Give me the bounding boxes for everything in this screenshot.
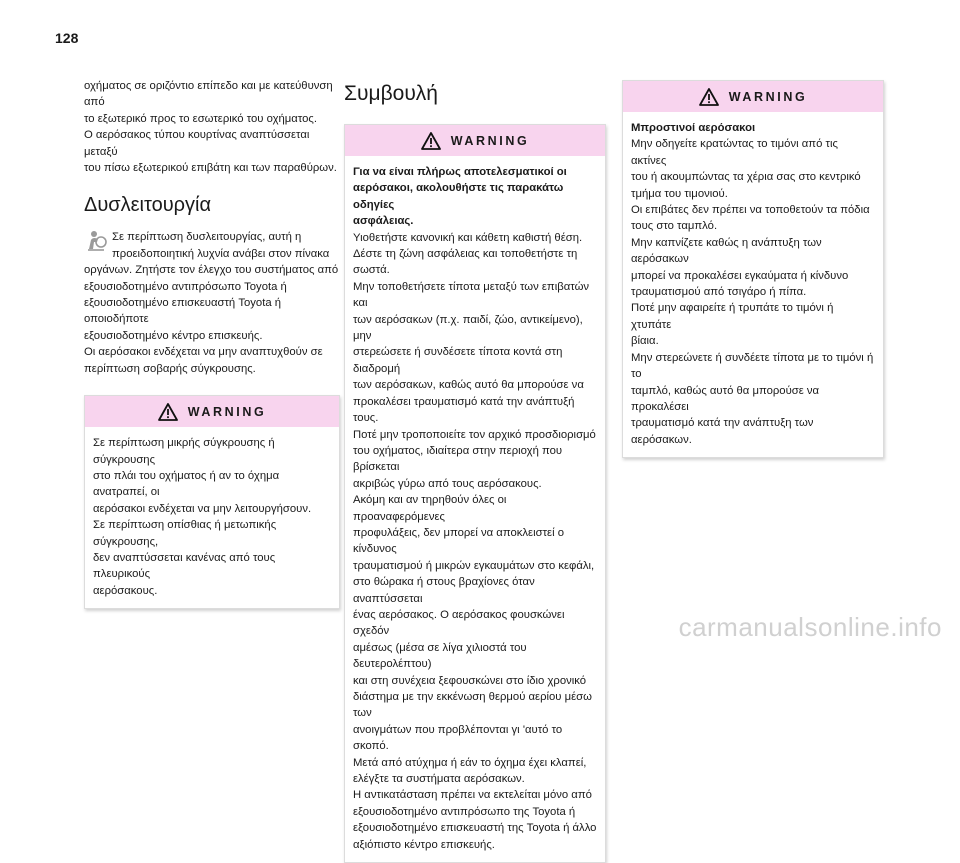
text-line: των αερόσακων (π.χ. παιδί, ζώο, αντικείμενο), μην xyxy=(353,313,583,343)
text-line: Σε περίπτωση οπίσθιας ή μετωπικής σύγκρουσης, xyxy=(93,519,277,548)
warning-triangle-icon xyxy=(699,88,719,106)
warning-body xyxy=(623,112,883,457)
malfunction-paragraph xyxy=(84,262,340,377)
bold-line: Μπροστινοί αερόσακοι xyxy=(631,122,756,134)
text-line: προφυλάξεις, δεν μπορεί να αποκλειστεί ο κίνδυνος xyxy=(353,526,565,556)
text-line: προκαλέσει τραυματισμό κατά την ανάπτυξή τους. xyxy=(353,395,575,425)
text-line: ελέγξτε τα συστήματα αερόσακων. xyxy=(353,773,525,786)
text-line: εξουσιοδοτημένο αντιπρόσωπο Toyota ή xyxy=(84,280,287,293)
text-line: διάστημα με την εκκένωση θερμού αερίου μέσω των xyxy=(353,691,592,720)
text-line: Οι αερόσακοι ενδέχεται να μην αναπτυχθούν σε xyxy=(84,346,323,359)
text-line: εξουσιοδοτημένο επισκευαστή Toyota ή οποιοδήποτε xyxy=(84,297,282,326)
text-line: αμέσως (μέσα σε λίγα χιλιοστά του δευτερολέπτου) xyxy=(353,641,527,671)
warning-box-middle xyxy=(344,124,606,863)
text-line: περίπτωση σοβαρής σύγκρουσης. xyxy=(84,362,256,375)
text-line: Ποτέ μην τροποποιείτε τον αρχικό προσδιορισμό xyxy=(353,428,596,441)
text-line: του πίσω εξωτερικού επιβάτη και των παραθύρων. xyxy=(84,162,337,175)
warning-header xyxy=(85,396,339,427)
text-line: Ακόμη και αν τηρηθούν όλες οι προαναφερόμενες xyxy=(353,494,507,523)
text-line: αερόσακοι ενδέχεται να μην λειτουργήσουν. xyxy=(93,502,312,515)
text-line: ακριβώς γύρω από τους αερόσακους. xyxy=(353,477,542,490)
text-line: στο θώρακα ή στους βραχίονες όταν αναπτύσσεται xyxy=(353,576,535,605)
advice-heading: Συμβουλή xyxy=(344,82,438,105)
text-line: ταμπλό, καθώς αυτό θα μπορούσε να προκαλέσει xyxy=(631,384,820,413)
warning-title: WARNING xyxy=(187,404,267,419)
page-number: 128 xyxy=(55,30,79,46)
warning-body xyxy=(85,427,339,608)
text-line: Σε περίπτωση μικρής σύγκρουσης ή σύγκρουσης xyxy=(93,437,275,466)
text-line: Ο αερόσακος τύπου κουρτίνας αναπτύσσεται μεταξύ xyxy=(84,129,310,158)
text-line: στο πλάι του οχήματος ή αν το όχημα ανατραπεί, οι xyxy=(93,469,280,499)
warning-lamp-text xyxy=(112,229,329,262)
text-line: βίαια. xyxy=(631,335,659,348)
warning-body xyxy=(345,156,605,862)
text-line: Ποτέ μην αφαιρείτε ή τρυπάτε το τιμόνι ή χτυπάτε xyxy=(631,302,834,331)
text-line: τμήμα του τιμονιού. xyxy=(631,187,728,200)
text-line: τους στο ταμπλό. xyxy=(631,220,718,233)
intro-paragraph xyxy=(84,78,340,176)
malfunction-heading: Δυσλειτουργία xyxy=(84,194,212,217)
text-line: μπορεί να προκαλέσει εγκαύματα ή κίνδυνο xyxy=(631,269,849,282)
text-line: του ή ακουμπώντας τα χέρια σας στο κεντρικό xyxy=(631,171,861,184)
warning-triangle-icon xyxy=(158,403,178,421)
text-line: αξιόπιστο κέντρο επισκευής. xyxy=(353,838,495,851)
text-line: προειδοποιητική λυχνία ανάβει στον πίνακα xyxy=(112,247,330,260)
text-line: ένας αερόσακος. Ο αερόσακος φουσκώνει σχεδόν xyxy=(353,608,565,638)
left-column xyxy=(84,78,340,609)
right-column xyxy=(622,80,884,458)
warning-header xyxy=(345,125,605,156)
text-line: οργάνων. Ζητήστε τον έλεγχο του συστήματος από xyxy=(84,264,339,277)
text-line: σωστά. xyxy=(353,264,390,277)
text-line: και στη συνέχεια ξεφουσκώνει στο ίδιο χρονικό xyxy=(353,674,587,687)
text-line: Μην τοποθετήσετε τίποτα μεταξύ των επιβατών και xyxy=(353,280,590,310)
text-line: εξουσιοδοτημένο επισκευαστή της Toyota ή άλλο xyxy=(353,822,597,835)
warning-header xyxy=(623,81,883,112)
text-line: Μην στερεώνετε ή συνδέετε τίποτα με το τιμόνι ή το xyxy=(631,351,874,381)
middle-column xyxy=(344,82,606,863)
text-line: αερόσακους. xyxy=(93,584,158,597)
text-line: δεν αναπτύσσεται κανένας από τους πλευρικούς xyxy=(93,551,276,581)
text-line: το εξωτερικό προς το εσωτερικό του οχήματος. xyxy=(84,112,317,125)
text-line: εξουσιοδοτημένο κέντρο επισκευής. xyxy=(84,329,263,342)
text-line: Σε περίπτωση δυσλειτουργίας, αυτή η xyxy=(112,231,302,244)
text-line: τραυματισμό κατά την ανάπτυξη των αερόσακων. xyxy=(631,417,814,446)
text-line: τραυματισμού ή μικρών εγκαυμάτων στο κεφάλι, xyxy=(353,559,595,572)
bold-line: ασφάλειας. xyxy=(353,215,414,228)
watermark: carmanualsonline.info xyxy=(678,612,942,642)
text-line: των αερόσακων, καθώς αυτό θα μπορούσε να xyxy=(353,379,584,392)
text-line: τραυματισμού από τσιγάρο ή πίπα. xyxy=(631,286,807,299)
text-line: Μετά από ατύχημα ή εάν το όχημα έχει κλαπεί, xyxy=(353,756,587,769)
warning-box-left xyxy=(84,395,340,609)
text-line: Υιοθετήστε κανονική και κάθετη καθιστή θέση. xyxy=(353,231,583,244)
text-line: Οι επιβάτες δεν πρέπει να τοποθετούν τα πόδια xyxy=(631,204,870,217)
warning-lamp-note xyxy=(84,229,340,262)
text-line: Μην καπνίζετε καθώς η ανάπτυξη των αερόσακων xyxy=(631,236,822,266)
text-line: Μην οδηγείτε κρατώντας το τιμόνι από τις ακτίνες xyxy=(631,138,838,167)
airbag-warning-lamp-icon xyxy=(84,229,112,253)
warning-triangle-icon xyxy=(421,132,441,150)
warning-title: WARNING xyxy=(728,89,808,104)
text-line: εξουσιοδοτημένο αντιπρόσωπο της Toyota ή xyxy=(353,805,576,818)
text-line: οχήματος σε οριζόντιο επίπεδο και με κατεύθυνση από xyxy=(84,80,333,109)
text-line: Δέστε τη ζώνη ασφάλειας και τοποθετήστε τη xyxy=(353,248,578,261)
bold-line: αερόσακοι, ακολουθήστε τις παρακάτω οδηγίες xyxy=(353,182,564,211)
text-line: ανοιγμάτων που προβλέπονται γι 'αυτό το σκοπό. xyxy=(353,723,563,753)
text-line: του οχήματος, ιδιαίτερα στην περιοχή που βρίσκεται xyxy=(353,444,563,474)
text-line: Η αντικατάσταση πρέπει να εκτελείται μόνο από xyxy=(353,789,592,802)
bold-line: Για να είναι πλήρως αποτελεσματικοί οι xyxy=(353,166,567,178)
warning-box-right xyxy=(622,80,884,458)
text-line: στερεώσετε ή συνδέσετε τίποτα κοντά στη διαδρομή xyxy=(353,346,563,375)
warning-title: WARNING xyxy=(450,133,530,148)
